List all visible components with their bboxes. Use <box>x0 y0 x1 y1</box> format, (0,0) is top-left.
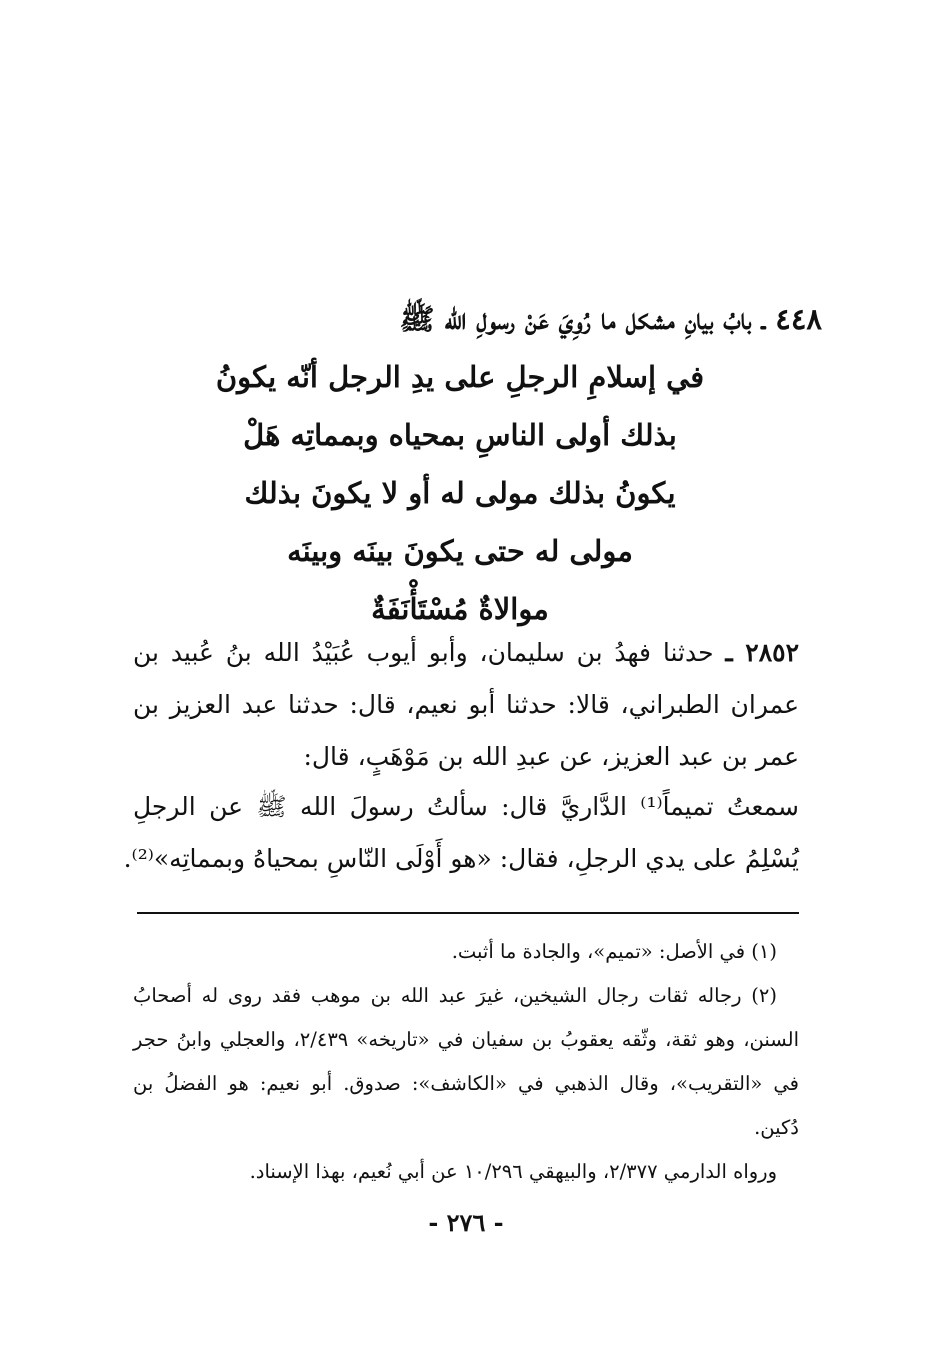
hadith-isnad-text: حدثنا فهدُ بن سليمان، وأبو أيوب عُبَيْدُ الله بنُ عُبيد بن <box>133 638 714 667</box>
chapter-heading-line: بذلك أولى الناسِ بمحياه وبمماتِه هَلْ <box>243 418 677 452</box>
footnote-line: في «التقريب»، وقال الذهبي في «الكاشف»: صدوق. أبو نعيم: هو الفضلُ بن <box>133 1072 799 1095</box>
chapter-heading <box>100 290 820 638</box>
chapter-heading-line: في إسلامِ الرجلِ على يدِ الرجل أنّه يكونُ <box>215 360 705 394</box>
chapter-heading-line: موالاةٌ مُسْتَأْنَفَةٌ <box>371 592 549 626</box>
chapter-heading-line: يكونُ بذلك مولى له أو لا يكونَ بذلك <box>244 476 676 510</box>
page-number: - ٢٧٦ - <box>428 1208 504 1237</box>
hadith-isnad-line: عمر بن عبد العزيز، عن عبدِ الله بن مَوْهَبٍ، قال: <box>303 742 799 771</box>
footnote-line: (١) في الأصل: «تميم»، والجادة ما أثبت. <box>451 940 777 963</box>
hadith-isnad-line <box>133 627 799 679</box>
chapter-heading-line: ٤٤٨ ـ بابُ بيانِ مشكل ما رُوِيَ عَنْ رسولِ الله ﷺ <box>399 302 822 336</box>
footnote-2 <box>133 974 799 1150</box>
hadith-matn-line: سمعتُ تميماً⁽¹⁾ الدَّاريَّ قال: سألتُ رسولَ الله ﷺ عن الرجلِ <box>133 792 800 821</box>
footnote-1 <box>133 930 799 974</box>
footnotes <box>133 930 799 1194</box>
footnote-line: (٢) رجاله ثقات رجال الشيخين، غيرَ عبد الله بن موهب فقد روى له أصحابُ <box>133 984 777 1007</box>
hadith-matn <box>123 781 800 885</box>
hadith-number: ٢٨٥٢ ـ <box>725 638 799 667</box>
hadith-isnad <box>133 627 799 783</box>
footnote-separator <box>137 912 799 914</box>
chapter-heading-line: مولى له حتى يكونَ بينَه وبينَه <box>287 534 633 568</box>
footnote-line: السنن، وهو ثقة، وثّقه يعقوبُ بن سفيان في «تاريخه» ٢/٤٣٩، والعجلي وابنُ حجر <box>133 1028 799 1051</box>
footnote-2-continued <box>133 1150 799 1194</box>
hadith-matn-line: يُسْلِمُ على يدي الرجلِ، فقال: «هو أَوْلَى النّاسِ بمحياهُ وبمماتِه»⁽²⁾. <box>123 844 799 873</box>
footnote-line: دُكين. <box>754 1116 799 1139</box>
footnote-line: ورواه الدارمي ٢/٣٧٧، والبيهقي ١٠/٢٩٦ عن أبي نُعيم، بهذا الإسناد. <box>249 1160 777 1183</box>
hadith-isnad-line: عمران الطبراني، قالا: حدثنا أبو نعيم، قال: حدثنا عبد العزيز بن <box>133 690 799 719</box>
